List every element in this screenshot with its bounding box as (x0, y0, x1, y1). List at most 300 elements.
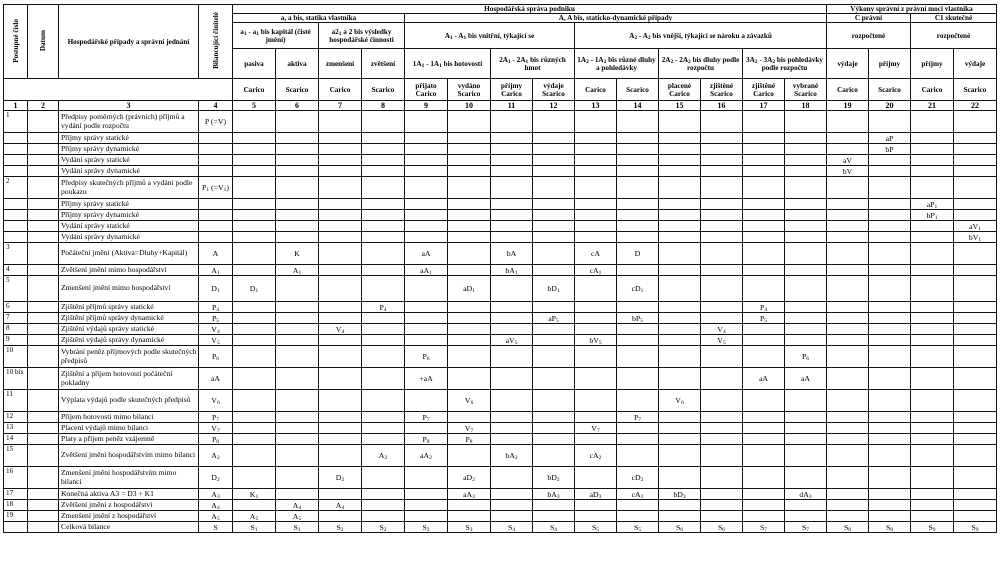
column-number: 14 (617, 101, 659, 111)
ledger-cell-c13 (575, 221, 617, 232)
ledger-cell-c20 (869, 221, 911, 232)
ledger-cell-c22 (954, 302, 997, 313)
ledger-cell-c16: $V_4$ (701, 324, 743, 335)
ledger-cell-c22: $aV_1$ (954, 221, 997, 232)
row-date (28, 302, 59, 313)
ledger-cell-c17: aA (743, 368, 785, 390)
ledger-cell-c22 (954, 335, 997, 346)
ledger-cell-c21 (911, 155, 954, 166)
ledger-row (4, 276, 997, 302)
ledger-cell-c18 (785, 243, 827, 265)
ledger-cell-c8 (362, 199, 405, 210)
header-A2: $A_2 - A_2$ bis vnější, týkající se nároku a závazků (575, 23, 827, 49)
ledger-cell-c11 (491, 368, 533, 390)
sub-c7: Carico (319, 79, 362, 101)
ledger-cell-c6 (276, 232, 319, 243)
ledger-cell-c13 (575, 412, 617, 423)
ledger-cell-c21: $S_9$ (911, 522, 954, 533)
ledger-cell-c6 (276, 346, 319, 368)
row-balance-factor: $P_6$ (199, 346, 233, 368)
ledger-cell-c20 (869, 232, 911, 243)
row-date (28, 412, 59, 423)
header-aktiva: aktiva (276, 49, 319, 79)
ledger-cell-c14 (617, 445, 659, 467)
header-rozpoctene-c: rozpočtené (827, 23, 911, 49)
header-a-statika: a, a bis, statika vlastníka (233, 14, 405, 23)
row-number (4, 210, 28, 221)
ledger-cell-c17 (743, 199, 785, 210)
row-description: Zjištění příjmů správy statické (59, 302, 199, 313)
ledger-cell-c21: $aP_1$ (911, 199, 954, 210)
ledger-cell-c9: $P_7$ (405, 412, 448, 423)
row-balance-factor: $A_5$ (199, 511, 233, 522)
ledger-cell-c10: $aD_2$ (448, 467, 491, 489)
ledger-cell-c8 (362, 265, 405, 276)
row-description: Zjištění a příjem hotovosti počáteční pokladny (59, 368, 199, 390)
ledger-cell-c10 (448, 144, 491, 155)
ledger-cell-c17 (743, 166, 785, 177)
ledger-cell-c19 (827, 243, 869, 265)
ledger-cell-c12 (533, 155, 575, 166)
ledger-cell-c18 (785, 511, 827, 522)
ledger-cell-c8 (362, 511, 405, 522)
ledger-cell-c10 (448, 166, 491, 177)
ledger-cell-c11 (491, 390, 533, 412)
row-number (4, 166, 28, 177)
row-date (28, 423, 59, 434)
ledger-cell-c5 (233, 243, 276, 265)
ledger-cell-c14 (617, 346, 659, 368)
row-balance-factor: $A_4$ (199, 500, 233, 511)
ledger-cell-c8 (362, 210, 405, 221)
column-number: 15 (659, 101, 701, 111)
ledger-cell-c15 (659, 210, 701, 221)
ledger-cell-c15 (659, 368, 701, 390)
row-balance-factor: $P_7$ (199, 412, 233, 423)
header-a1: $a_1 - a_1$ bis kapitál (čisté jmění) (233, 23, 319, 49)
ledger-cell-c18 (785, 324, 827, 335)
ledger-cell-c6 (276, 423, 319, 434)
ledger-cell-c8 (362, 276, 405, 302)
row-description: Příjmy správy statické (59, 199, 199, 210)
row-date (28, 221, 59, 232)
ledger-cell-c22 (954, 467, 997, 489)
row-number: 15 (4, 445, 28, 467)
row-number: 18 (4, 500, 28, 511)
row-description: Zmenšení jmění hospodářstvím mimo bilanci (59, 467, 199, 489)
ledger-cell-c10 (448, 335, 491, 346)
row-number: 6 (4, 302, 28, 313)
ledger-cell-c13 (575, 434, 617, 445)
row-date (28, 346, 59, 368)
row-description: Vydání správy statické (59, 155, 199, 166)
ledger-cell-c15 (659, 111, 701, 133)
ledger-cell-c11 (491, 111, 533, 133)
ledger-cell-c8 (362, 423, 405, 434)
ledger-cell-c20 (869, 445, 911, 467)
ledger-cell-c21 (911, 346, 954, 368)
ledger-cell-c11 (491, 412, 533, 423)
ledger-cell-c9 (405, 335, 448, 346)
ledger-cell-c5 (233, 111, 276, 133)
ledger-cell-c13 (575, 324, 617, 335)
ledger-cell-c18 (785, 445, 827, 467)
row-number: 10 bis (4, 368, 28, 390)
ledger-cell-c19 (827, 412, 869, 423)
ledger-cell-c10: $V_7$ (448, 423, 491, 434)
ledger-cell-c14 (617, 177, 659, 199)
row-date (28, 133, 59, 144)
ledger-cell-c8 (362, 313, 405, 324)
ledger-cell-c6 (276, 335, 319, 346)
ledger-cell-c15 (659, 423, 701, 434)
ledger-cell-c21 (911, 243, 954, 265)
row-description: Předpisy poměrných (právních) příjmů a vydání podle rozpočtu (59, 111, 199, 133)
column-number: 12 (533, 101, 575, 111)
row-balance-factor: $A_2$ (199, 445, 233, 467)
ledger-cell-c22 (954, 166, 997, 177)
ledger-cell-c16 (701, 199, 743, 210)
row-number: 12 (4, 412, 28, 423)
ledger-cell-c16 (701, 434, 743, 445)
row-balance-factor: $A_1$ (199, 265, 233, 276)
ledger-cell-c17: $P_4$ (743, 302, 785, 313)
ledger-cell-c8 (362, 467, 405, 489)
ledger-cell-c15 (659, 221, 701, 232)
row-description: Celková bilance (59, 522, 199, 533)
ledger-cell-c13: $S_5$ (575, 522, 617, 533)
ledger-cell-c16 (701, 243, 743, 265)
ledger-cell-c7 (319, 313, 362, 324)
column-number: 8 (362, 101, 405, 111)
ledger-cell-c12 (533, 144, 575, 155)
ledger-cell-c6 (276, 177, 319, 199)
row-number: 17 (4, 489, 28, 500)
ledger-cell-c6 (276, 199, 319, 210)
ledger-cell-c12 (533, 346, 575, 368)
row-description: Vydání správy statické (59, 221, 199, 232)
ledger-row (4, 232, 997, 243)
ledger-cell-c19 (827, 199, 869, 210)
sub-c20: Scarico (869, 79, 911, 101)
ledger-cell-c8 (362, 390, 405, 412)
ledger-cell-c7 (319, 434, 362, 445)
ledger-cell-c7 (319, 445, 362, 467)
ledger-cell-c14 (617, 111, 659, 133)
ledger-cell-c15 (659, 445, 701, 467)
ledger-cell-c6 (276, 313, 319, 324)
ledger-cell-c20 (869, 111, 911, 133)
ledger-cell-c7 (319, 155, 362, 166)
ledger-cell-c14 (617, 232, 659, 243)
row-date (28, 232, 59, 243)
row-description: Placení výdajů mimo bilanci (59, 423, 199, 434)
ledger-cell-c7: $D_2$ (319, 467, 362, 489)
ledger-cell-c9: +aA (405, 368, 448, 390)
ledger-cell-c11 (491, 324, 533, 335)
row-date (28, 166, 59, 177)
ledger-cell-c7: $V_4$ (319, 324, 362, 335)
row-number (4, 199, 28, 210)
ledger-cell-c18 (785, 144, 827, 155)
ledger-cell-c22 (954, 111, 997, 133)
ledger-cell-c16 (701, 276, 743, 302)
ledger-cell-c21 (911, 500, 954, 511)
ledger-cell-c11 (491, 177, 533, 199)
ledger-cell-c14 (617, 199, 659, 210)
ledger-cell-c11 (491, 302, 533, 313)
ledger-cell-c11 (491, 133, 533, 144)
ledger-cell-c17 (743, 177, 785, 199)
ledger-cell-c13: $bV_5$ (575, 335, 617, 346)
column-number: 10 (448, 101, 491, 111)
column-number: 21 (911, 101, 954, 111)
ledger-row (4, 210, 997, 221)
ledger-cell-c5 (233, 199, 276, 210)
sub-c21: Carico (911, 79, 954, 101)
ledger-cell-c18 (785, 111, 827, 133)
ledger-cell-c22 (954, 177, 997, 199)
ledger-cell-c18 (785, 467, 827, 489)
ledger-cell-c14 (617, 133, 659, 144)
ledger-cell-c7 (319, 133, 362, 144)
sub-c17: zjištěné Carico (743, 79, 785, 101)
ledger-cell-c20 (869, 199, 911, 210)
header-spacer (4, 79, 233, 101)
row-description: Výplata výdajů podle skutečných předpisů (59, 390, 199, 412)
sub-c14: Scarico (617, 79, 659, 101)
ledger-cell-c16: $V_5$ (701, 335, 743, 346)
ledger-cell-c21 (911, 335, 954, 346)
ledger-cell-c12 (533, 368, 575, 390)
ledger-cell-c16 (701, 390, 743, 412)
ledger-cell-c11 (491, 500, 533, 511)
ledger-cell-c17 (743, 511, 785, 522)
row-date (28, 177, 59, 199)
sub-c22: Scarico (954, 79, 997, 101)
ledger-cell-c14 (617, 335, 659, 346)
ledger-cell-c7 (319, 221, 362, 232)
ledger-cell-c19 (827, 500, 869, 511)
ledger-cell-c22 (954, 511, 997, 522)
row-description: Vydání správy dynamické (59, 232, 199, 243)
ledger-cell-c9 (405, 276, 448, 302)
ledger-cell-c10 (448, 210, 491, 221)
ledger-cell-c5 (233, 368, 276, 390)
ledger-row (4, 199, 997, 210)
ledger-cell-c16 (701, 500, 743, 511)
ledger-cell-c18 (785, 265, 827, 276)
ledger-cell-c17 (743, 265, 785, 276)
ledger-cell-c8 (362, 324, 405, 335)
row-number (4, 232, 28, 243)
ledger-cell-c17 (743, 155, 785, 166)
ledger-cell-c9 (405, 144, 448, 155)
row-balance-factor (199, 199, 233, 210)
ledger-cell-c21: $bP_1$ (911, 210, 954, 221)
column-number: 20 (869, 101, 911, 111)
row-description: Zmenšení jmění z hospodářství (59, 511, 199, 522)
row-balance-factor: $P_8$ (199, 434, 233, 445)
ledger-cell-c12 (533, 511, 575, 522)
ledger-cell-c17 (743, 434, 785, 445)
ledger-cell-c15 (659, 511, 701, 522)
ledger-cell-c14 (617, 368, 659, 390)
ledger-cell-c15 (659, 144, 701, 155)
ledger-cell-c15 (659, 467, 701, 489)
row-balance-factor: $V_7$ (199, 423, 233, 434)
ledger-cell-c10 (448, 155, 491, 166)
ledger-cell-c5 (233, 423, 276, 434)
ledger-cell-c15 (659, 177, 701, 199)
ledger-cell-c16 (701, 489, 743, 500)
ledger-cell-c21 (911, 177, 954, 199)
row-date (28, 489, 59, 500)
ledger-cell-c19 (827, 368, 869, 390)
ledger-cell-c12 (533, 335, 575, 346)
ledger-cell-c7 (319, 177, 362, 199)
ledger-cell-c9 (405, 467, 448, 489)
ledger-cell-c18 (785, 302, 827, 313)
ledger-cell-c19 (827, 313, 869, 324)
ledger-cell-c18 (785, 412, 827, 423)
ledger-cell-c22 (954, 210, 997, 221)
ledger-cell-c22 (954, 133, 997, 144)
ledger-cell-c13 (575, 199, 617, 210)
ledger-cell-c19 (827, 511, 869, 522)
row-description: Zjištění výdajů správy statické (59, 324, 199, 335)
ledger-row (4, 467, 997, 489)
ledger-cell-c21 (911, 467, 954, 489)
row-number (4, 221, 28, 232)
ledger-cell-c13 (575, 511, 617, 522)
ledger-cell-c13: $cA_2$ (575, 445, 617, 467)
ledger-cell-c12 (533, 243, 575, 265)
row-number: 8 (4, 324, 28, 335)
ledger-cell-c5 (233, 445, 276, 467)
ledger-row (4, 133, 997, 144)
column-number: 7 (319, 101, 362, 111)
ledger-cell-c9 (405, 302, 448, 313)
row-date (28, 522, 59, 533)
ledger-cell-c20 (869, 210, 911, 221)
ledger-cell-c8 (362, 111, 405, 133)
ledger-cell-c20 (869, 489, 911, 500)
ledger-cell-c5 (233, 144, 276, 155)
header-hotovost: $1A_1 - 1A_1$ bis hotovosti (405, 49, 491, 79)
ledger-row (4, 346, 997, 368)
ledger-cell-c15 (659, 313, 701, 324)
ledger-cell-c6 (276, 221, 319, 232)
header-A-dynamika: A, A bis, staticko-dynamické případy (405, 14, 827, 23)
ledger-cell-c17 (743, 500, 785, 511)
ledger-cell-c11 (491, 199, 533, 210)
ledger-cell-c16 (701, 144, 743, 155)
row-date (28, 111, 59, 133)
ledger-cell-c12 (533, 177, 575, 199)
row-balance-factor: aA (199, 368, 233, 390)
ledger-cell-c10 (448, 324, 491, 335)
ledger-cell-c17 (743, 445, 785, 467)
ledger-cell-c13 (575, 302, 617, 313)
ledger-cell-c8 (362, 412, 405, 423)
ledger-cell-c9 (405, 511, 448, 522)
ledger-cell-c7 (319, 210, 362, 221)
ledger-cell-c14 (617, 210, 659, 221)
header-prijmy-c1: příjmy (911, 49, 954, 79)
header-prijmy-c: příjmy (869, 49, 911, 79)
ledger-cell-c22 (954, 155, 997, 166)
ledger-cell-c18 (785, 313, 827, 324)
ledger-row (4, 390, 997, 412)
ledger-cell-c11: $aV_5$ (491, 335, 533, 346)
row-date (28, 511, 59, 522)
ledger-cell-c9: $S_3$ (405, 522, 448, 533)
ledger-cell-c16 (701, 155, 743, 166)
ledger-cell-c15: $bD_3$ (659, 489, 701, 500)
ledger-cell-c9 (405, 166, 448, 177)
ledger-cell-c8: $P_4$ (362, 302, 405, 313)
row-date (28, 155, 59, 166)
ledger-cell-c19 (827, 302, 869, 313)
row-date (28, 445, 59, 467)
ledger-cell-c14 (617, 302, 659, 313)
ledger-cell-c9 (405, 111, 448, 133)
ledger-cell-c9 (405, 500, 448, 511)
row-description: Zvětšení jmění z hospodářství (59, 500, 199, 511)
ledger-cell-c11 (491, 423, 533, 434)
row-date (28, 467, 59, 489)
ledger-row (4, 511, 997, 522)
ledger-cell-c15 (659, 335, 701, 346)
ledger-cell-c12: $bD_2$ (533, 467, 575, 489)
ledger-cell-c18 (785, 390, 827, 412)
ledger-cell-c7 (319, 511, 362, 522)
ledger-cell-c7 (319, 144, 362, 155)
ledger-cell-c20 (869, 500, 911, 511)
ledger-row (4, 434, 997, 445)
ledger-cell-c22 (954, 265, 997, 276)
ledger-cell-c13 (575, 155, 617, 166)
ledger-cell-c7 (319, 302, 362, 313)
row-description: Platy a příjem peněz vzájemně (59, 434, 199, 445)
sub-c10: vydáno Scarico (448, 79, 491, 101)
ledger-cell-c10: $aA_3$ (448, 489, 491, 500)
ledger-cell-c21 (911, 313, 954, 324)
ledger-cell-c13 (575, 144, 617, 155)
ledger-cell-c5 (233, 390, 276, 412)
ledger-cell-c19 (827, 133, 869, 144)
ledger-cell-c7 (319, 276, 362, 302)
ledger-cell-c7 (319, 412, 362, 423)
ledger-cell-c20 (869, 166, 911, 177)
ledger-cell-c18 (785, 276, 827, 302)
ledger-cell-c10 (448, 313, 491, 324)
ledger-cell-c10: $S_3$ (448, 522, 491, 533)
ledger-cell-c11 (491, 489, 533, 500)
ledger-cell-c5 (233, 166, 276, 177)
ledger-cell-c6 (276, 368, 319, 390)
ledger-cell-c13 (575, 346, 617, 368)
ledger-cell-c8 (362, 489, 405, 500)
ledger-cell-c21 (911, 489, 954, 500)
ledger-cell-c11 (491, 276, 533, 302)
row-description: Vydání správy dynamické (59, 166, 199, 177)
ledger-cell-c12: $bD_1$ (533, 276, 575, 302)
ledger-cell-c6 (276, 324, 319, 335)
column-number: 4 (199, 101, 233, 111)
row-date (28, 276, 59, 302)
